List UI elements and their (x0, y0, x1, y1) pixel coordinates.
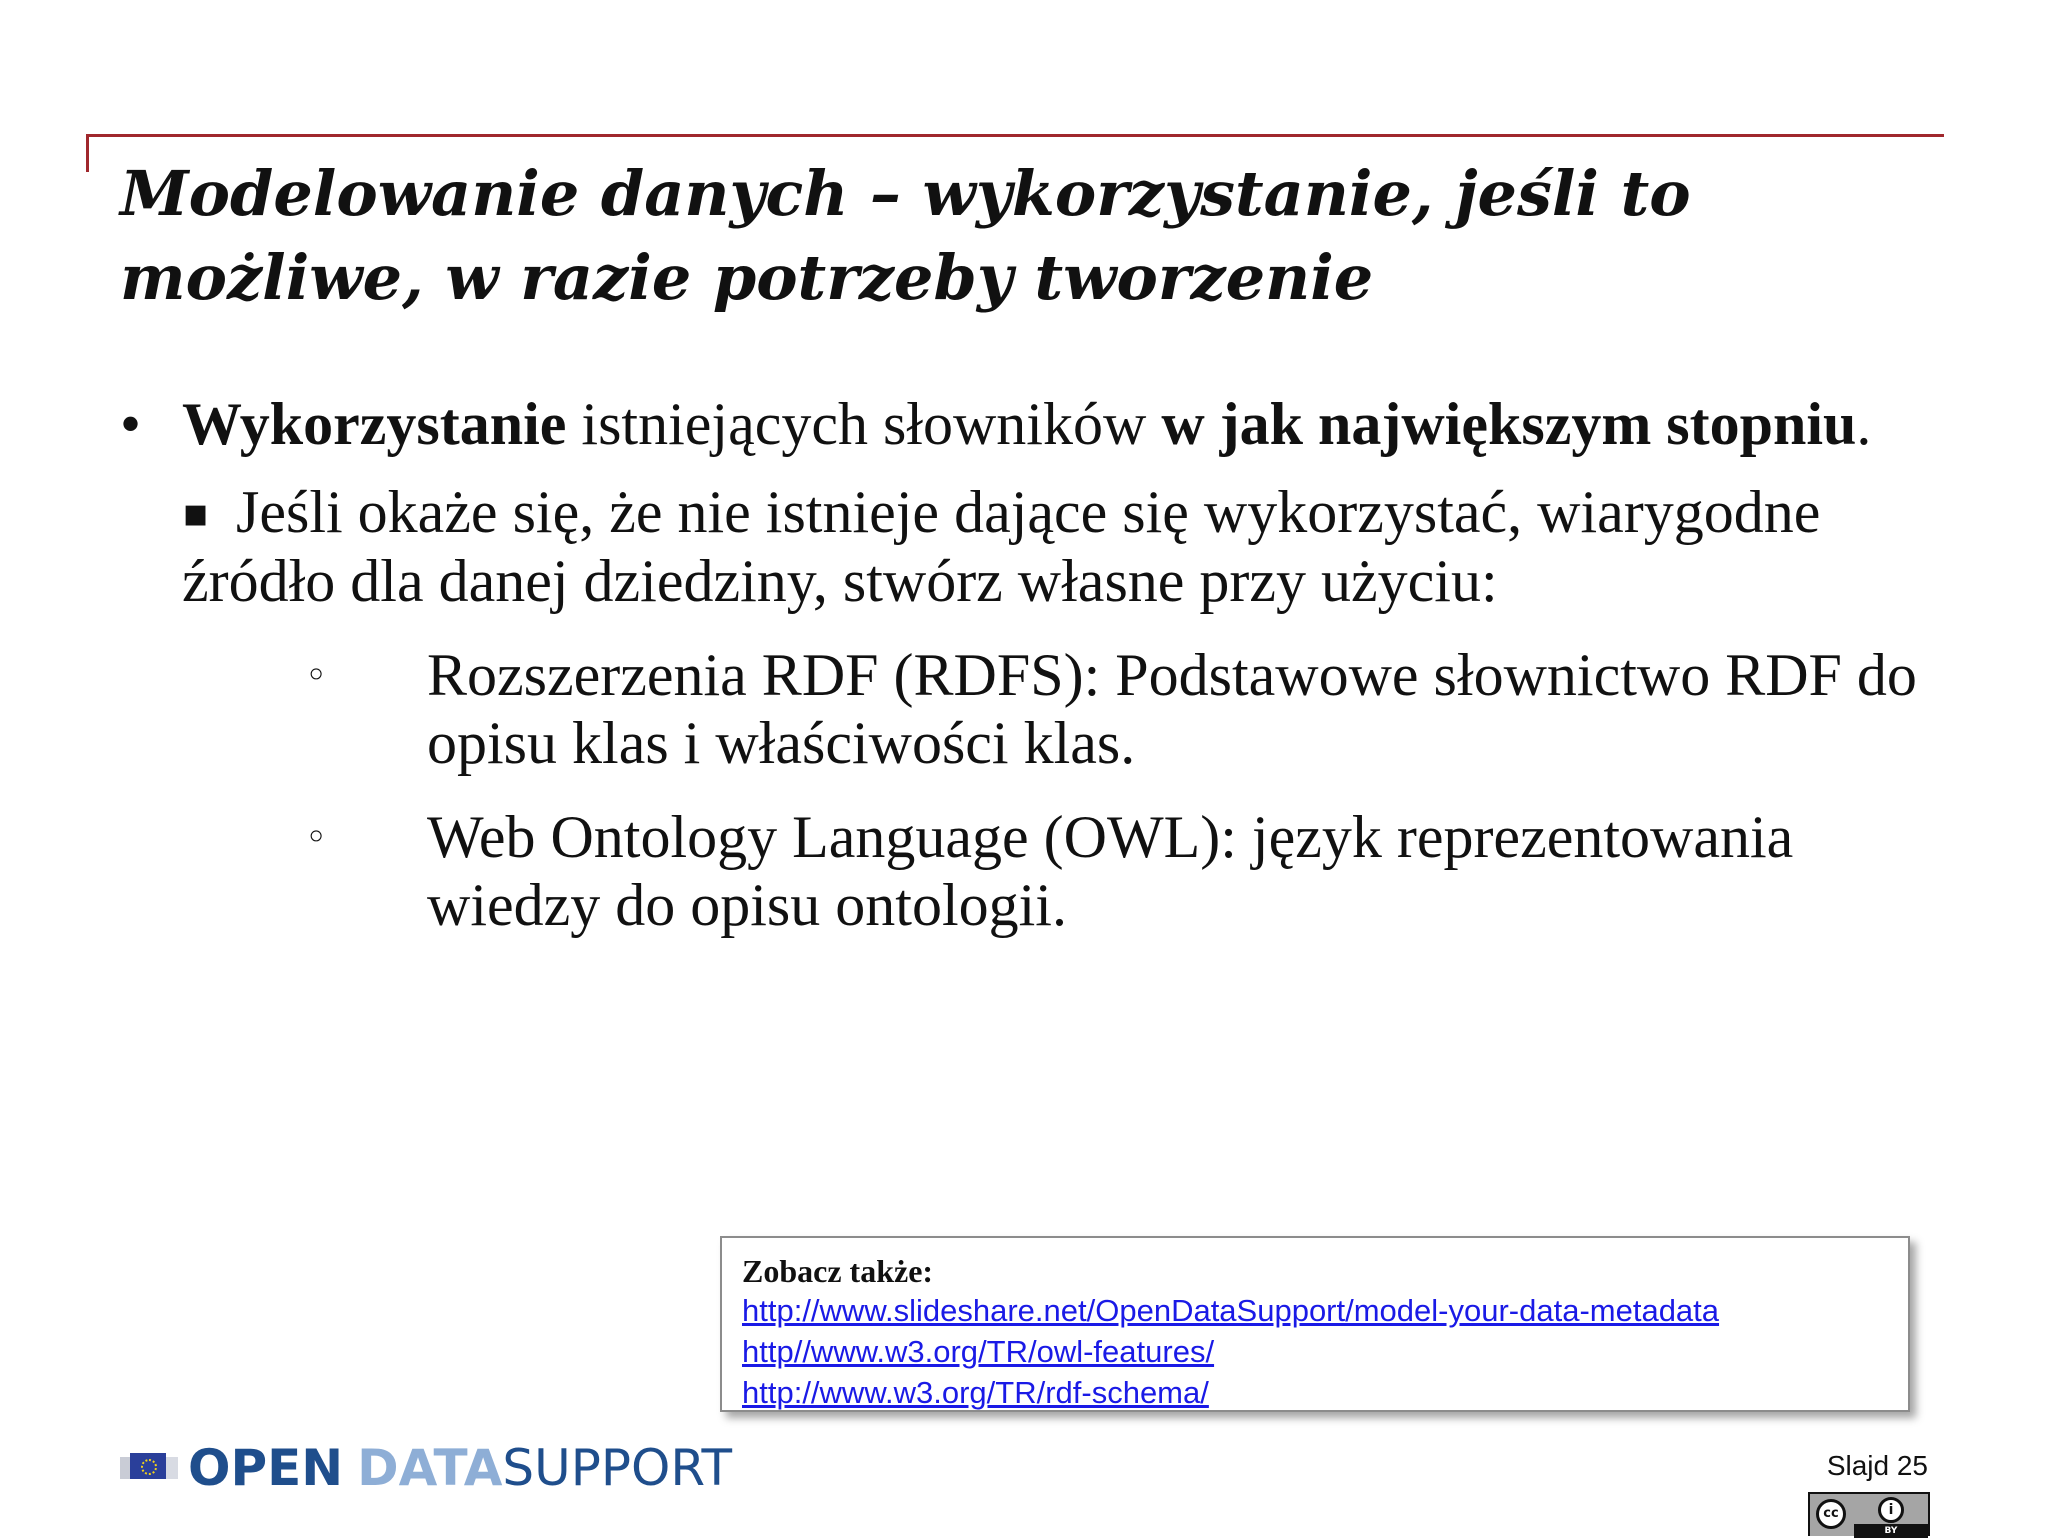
title-divider-line (86, 134, 1944, 137)
logo-wordmark (188, 1438, 732, 1498)
link-owl-features[interactable]: http//www.w3.org/TR/owl-features/ (742, 1334, 1215, 1369)
title-divider-tick (86, 134, 89, 172)
square-bullet-icon: ▪ (182, 490, 210, 536)
cc-by-license-badge (1808, 1492, 1930, 1536)
logo-open: OPEN (188, 1439, 344, 1497)
bullet-text: istniejących słowników (566, 391, 1162, 457)
slide-number: Slajd 25 (1826, 1450, 1928, 1481)
eu-flag-icon (120, 1447, 178, 1489)
open-data-support-logo (120, 1438, 732, 1498)
cc-icon: cc (1816, 1499, 1846, 1529)
subbullet-rdfs-text: Rozszerzenia RDF (RDFS): Podstawowe słownictwo RDF do opisu klas i właściwości klas. (427, 642, 1917, 776)
see-also-heading: Zobacz także: (742, 1253, 934, 1289)
bullet-level2-text: Jeśli okaże się, że nie istnieje dające się wykorzystać, wiarygodne źródło dla danej dziedziny, stwórz własne przy użyciu: (182, 479, 1821, 614)
bullet-bold-text-2: w jak największym stopniu (1161, 391, 1857, 457)
circle-bullet-icon: ◦ (305, 815, 328, 859)
circle-bullet-icon: ◦ (305, 653, 328, 697)
subbullet-owl (305, 803, 1940, 939)
slide-title-line-2: możliwe, w razie potrzeby tworzenie (120, 241, 1374, 314)
bullet-level1 (120, 390, 1940, 458)
bullet-period: . (1856, 391, 1872, 457)
bullet-bold-text: Wykorzystanie (182, 391, 567, 457)
subbullet-rdfs (305, 641, 1940, 777)
logo-data: DATA (357, 1439, 503, 1497)
see-also-box (720, 1236, 1910, 1412)
link-slideshare[interactable]: http://www.slideshare.net/OpenDataSupport/model-your-data-metadata (742, 1293, 1720, 1328)
slide-title-line-1: Modelowanie danych – wykorzystanie, jeśli to (120, 157, 1691, 230)
bullet-level2 (182, 478, 1940, 615)
slide-body (120, 390, 1940, 965)
subbullet-owl-text: Web Ontology Language (OWL): język reprezentowania wiedzy do opisu ontologii. (427, 804, 1794, 938)
bullet-dot-icon: • (120, 391, 142, 457)
link-rdf-schema[interactable]: http://www.w3.org/TR/rdf-schema/ (742, 1375, 1209, 1410)
slide-title (120, 152, 1940, 320)
person-icon: i (1878, 1497, 1904, 1523)
by-label: BY (1854, 1524, 1928, 1538)
logo-support: SUPPORT (502, 1439, 733, 1497)
